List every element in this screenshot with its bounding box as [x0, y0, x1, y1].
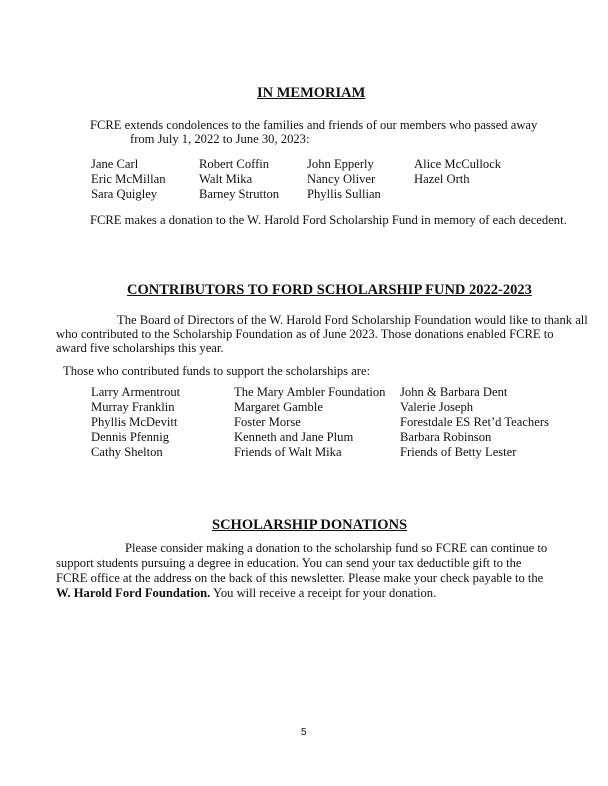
memoriam-name: Eric McMillan — [91, 172, 166, 186]
memoriam-names-col-4 — [414, 157, 501, 187]
memoriam-name: Sara Quigley — [91, 187, 158, 201]
contributors-col-2 — [234, 385, 385, 460]
contributor-name: Foster Morse — [234, 415, 301, 429]
memoriam-name: Alice McCullock — [414, 157, 502, 171]
donations-payee: W. Harold Ford Foundation. — [56, 586, 211, 600]
contributor-name: Larry Armentrout — [91, 385, 181, 399]
memoriam-name: Jane Carl — [91, 157, 139, 171]
contributors-intro-line-1: The Board of Directors of the W. Harold Ford Scholarship Foundation would like to thank all — [117, 313, 588, 327]
contributor-name: Barbara Robinson — [400, 430, 492, 444]
donations-text-2: You will receive a receipt for your donation. — [210, 586, 437, 600]
memoriam-name: Barney Strutton — [199, 187, 280, 201]
memoriam-name: Nancy Oliver — [307, 172, 376, 186]
contributor-name: Forestdale ES Ret’d Teachers — [400, 415, 549, 429]
memoriam-names-col-3 — [307, 157, 381, 202]
memoriam-donation-note: FCRE makes a donation to the W. Harold Ford Scholarship Fund in memory of each decedent. — [90, 213, 567, 227]
contributors-intro-line-3: award five scholarships this year. — [56, 341, 224, 355]
memoriam-names-col-2 — [199, 157, 279, 202]
contributor-name: The Mary Ambler Foundation — [234, 385, 386, 399]
contributors-col-1 — [91, 385, 180, 460]
contributors-lead: Those who contributed funds to support the scholarships are: — [63, 364, 371, 378]
memoriam-name: Phyllis Sullian — [307, 187, 381, 201]
memoriam-names-col-1 — [91, 157, 166, 202]
contributor-name: Dennis Pfennig — [91, 430, 170, 444]
contributor-name: Margaret Gamble — [234, 400, 323, 414]
contributor-name: John & Barbara Dent — [400, 385, 508, 399]
page-number: 5 — [301, 727, 307, 738]
contributor-name: Valerie Joseph — [400, 400, 474, 414]
memoriam-intro-line-2: from July 1, 2022 to June 30, 2023: — [130, 132, 310, 146]
contributor-name: Cathy Shelton — [91, 445, 163, 459]
donations-paragraph — [56, 541, 548, 601]
memoriam-name: Walt Mika — [199, 172, 253, 186]
memoriam-heading: IN MEMORIAM — [257, 85, 366, 101]
memoriam-name: Robert Coffin — [199, 157, 270, 171]
contributor-name: Friends of Betty Lester — [400, 445, 517, 459]
contributors-col-3 — [400, 385, 549, 460]
contributors-intro-line-2: who contributed to the Scholarship Foundation as of June 2023. Those donations enabled FCRE to — [56, 327, 554, 341]
contributor-name: Murray Franklin — [91, 400, 175, 414]
contributors-heading: CONTRIBUTORS TO FORD SCHOLARSHIP FUND 2022-2023 — [127, 282, 532, 298]
donations-text-1: Please consider making a donation to the scholarship fund so FCRE can continue to support students pursuing a degree in education. You can send your tax deductible gift to the FCRE office at the address on the back of this newsletter. Please make your check payable to the — [56, 541, 548, 585]
memoriam-name: Hazel Orth — [414, 172, 470, 186]
contributor-name: Friends of Walt Mika — [234, 445, 342, 459]
donations-heading: SCHOLARSHIP DONATIONS — [212, 517, 408, 533]
memoriam-intro-line-1: FCRE extends condolences to the families and friends of our members who passed away — [90, 118, 538, 132]
contributor-name: Kenneth and Jane Plum — [234, 430, 354, 444]
memoriam-name: John Epperly — [307, 157, 374, 171]
contributor-name: Phyllis McDevitt — [91, 415, 178, 429]
